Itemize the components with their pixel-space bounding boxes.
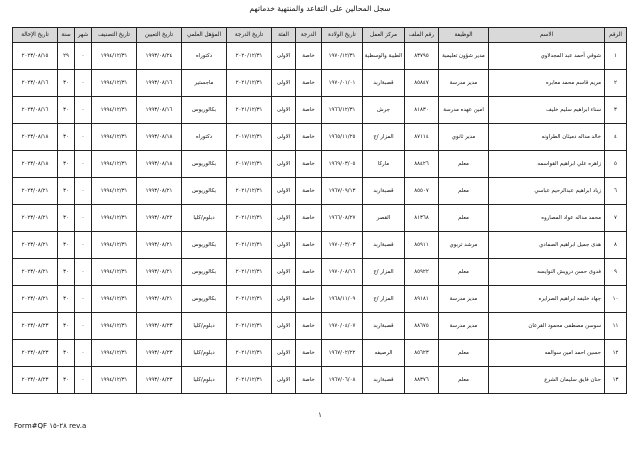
classification-date-cell: ١٩٩٤/١٢/٣١ [92,340,137,367]
qualification-cell: دبلوم/كليا [182,313,227,340]
file-number-cell: ٨١٨٣٠ [405,97,439,124]
month-cell: ٠ [75,367,92,394]
file-number-cell: ٨٥٩٢٢ [405,259,439,286]
retirement-date-cell: ٢٠٢٣/٠٨/١٨ [13,124,58,151]
row-number-cell: ١ [605,43,627,70]
row-number-cell: ١١ [605,313,627,340]
file-number-cell: ٨٩١٨١ [405,286,439,313]
file-number-cell: ٨٨٦٧٥ [405,313,439,340]
file-number-cell: ٨٥٦٢٣ [405,340,439,367]
grade-date-cell: ٢٠١٧/١٢/٣١ [227,124,272,151]
year-cell: ٣٠ [58,367,75,394]
birth-date-cell: ١٩٧٠/١٢/٣١ [322,43,363,70]
col-header-month: شهر [75,28,92,43]
grade-date-cell: ٢٠٢١/١٢/٣١ [227,286,272,313]
grade-cell: خاصة [296,124,322,151]
month-cell: ٠ [75,232,92,259]
classification-date-cell: ١٩٩٤/١٢/٣١ [92,151,137,178]
qualification-cell: دبلوم/كليا [182,340,227,367]
grade-cell: خاصة [296,205,322,232]
work-center-cell: قصبةاربد [363,367,405,394]
col-header-qualification: المؤهل العلمي [182,28,227,43]
name-cell: هدى جميل ابراهيم الصمادي [489,232,605,259]
retirees-table [12,27,627,394]
month-cell: ٠ [75,151,92,178]
year-cell: ٣٠ [58,70,75,97]
grade-cell: خاصة [296,43,322,70]
job-cell: مدير مدرسة [439,70,489,97]
year-cell: ٣٠ [58,259,75,286]
year-cell: ٣٠ [58,205,75,232]
birth-date-cell: ١٩٦٨/١١/٠٩ [322,286,363,313]
row-number-cell: ٦ [605,178,627,205]
retirement-date-cell: ٢٠٢٣/٠٨/٢٣ [13,313,58,340]
job-cell: مدير شؤون تعليمية [439,43,489,70]
birth-date-cell: ١٩٧٠/٠٤/٠٧ [322,313,363,340]
category-cell: الاولى [272,232,296,259]
name-cell: شوقي أحمد عبد المجدلاوي [489,43,605,70]
col-header-hire-date: تاريخ التعيين [137,28,182,43]
qualification-cell: بكالوريوس [182,232,227,259]
work-center-cell: المزار /ج [363,286,405,313]
grade-cell: خاصة [296,340,322,367]
col-header-retirement-date: تاريخ الإحالة [13,28,58,43]
work-center-cell: جرش [363,97,405,124]
year-cell: ٣٠ [58,232,75,259]
category-cell: الاولى [272,97,296,124]
category-cell: الاولى [272,259,296,286]
hire-date-cell: ١٩٩٣/٠٨/٢٣ [137,313,182,340]
job-cell: مدير مدرسة [439,313,489,340]
month-cell: ٠ [75,313,92,340]
name-cell: فدوى حسن درويش النوايسه [489,259,605,286]
retirement-date-cell: ٢٠٢٣/٠٨/٢١ [13,205,58,232]
file-number-cell: ٨٨٣٧٦ [405,367,439,394]
qualification-cell: بكالوريوس [182,259,227,286]
name-cell: حسين احمد امين سوالمه [489,340,605,367]
grade-date-cell: ٢٠٢١/١٢/٣١ [227,205,272,232]
job-cell: معلم [439,340,489,367]
category-cell: الاولى [272,313,296,340]
classification-date-cell: ١٩٩٤/١٢/٣١ [92,178,137,205]
year-cell: ٣٠ [58,286,75,313]
classification-date-cell: ١٩٩٤/١٢/٣١ [92,70,137,97]
grade-cell: خاصة [296,70,322,97]
grade-cell: خاصة [296,313,322,340]
work-center-cell: الرصيفه [363,340,405,367]
category-cell: الاولى [272,43,296,70]
name-cell: محمد مداله عواد المصاروه [489,205,605,232]
job-cell: معلم [439,178,489,205]
year-cell: ٣٠ [58,178,75,205]
job-cell: امين عهده مدرسة [439,97,489,124]
year-cell: ٣٠ [58,340,75,367]
hire-date-cell: ١٩٩٣/٠٨/٢١ [137,178,182,205]
job-cell: معلم [439,205,489,232]
name-cell: مريم قاسم محمد معابره [489,70,605,97]
grade-date-cell: ٢٠١٧/١٢/٣١ [227,151,272,178]
page-title: سجل المحالين على التقاعد والمنتهية خدماتهم [249,4,391,13]
col-header-birth-date: تاريخ الولادة [322,28,363,43]
table-row [13,232,627,259]
file-number-cell: ٨٨٤٢٦ [405,151,439,178]
table-row [13,205,627,232]
category-cell: الاولى [272,151,296,178]
work-center-cell: القصر [363,205,405,232]
year-cell: ٣٠ [58,97,75,124]
file-number-cell: ٨٣٧٩٥ [405,43,439,70]
birth-date-cell: ١٩٦٦/٠٨/٢٧ [322,205,363,232]
name-cell: زياد ابراهيم عبدالرحيم عباسي [489,178,605,205]
job-cell: معلم [439,367,489,394]
grade-date-cell: ٢٠٢١/١٢/٣١ [227,340,272,367]
grade-date-cell: ٢٠٢١/١٢/٣١ [227,178,272,205]
category-cell: الاولى [272,286,296,313]
col-header-grade-date: تاريخ الدرجة [227,28,272,43]
job-cell: مدير ثانوي [439,124,489,151]
name-cell: خالد مداله دميثان الطراونه [489,124,605,151]
grade-date-cell: ٢٠٢٠/١٢/٣١ [227,43,272,70]
row-number-cell: ٤ [605,124,627,151]
birth-date-cell: ١٩٦٧/٠٢/٢٢ [322,340,363,367]
table-row [13,97,627,124]
qualification-cell: بكالوريوس [182,97,227,124]
grade-date-cell: ٢٠٢١/١٢/٣١ [227,313,272,340]
work-center-cell: المزار /ج [363,259,405,286]
category-cell: الاولى [272,178,296,205]
retirement-date-cell: ٢٠٢٣/٠٨/٢١ [13,286,58,313]
row-number-cell: ٣ [605,97,627,124]
qualification-cell: دبلوم/كليا [182,205,227,232]
job-cell: مرشد تربوي [439,232,489,259]
month-cell: ٠ [75,205,92,232]
col-header-grade: الدرجة [296,28,322,43]
work-center-cell: الطيبة والوسطية [363,43,405,70]
birth-date-cell: ١٩٦٦/١٢/٣١ [322,97,363,124]
table-row [13,340,627,367]
hire-date-cell: ١٩٩٣/٠٨/٢٣ [137,340,182,367]
work-center-cell: ماركا [363,151,405,178]
birth-date-cell: ١٩٦٧/٠٩/١٣ [322,178,363,205]
row-number-cell: ٧ [605,205,627,232]
file-number-cell: ٨٥٥٠٧ [405,178,439,205]
file-number-cell: ٨٥٨٤٧ [405,70,439,97]
year-cell: ٣٠ [58,124,75,151]
name-cell: حنان فايق سليمان الشرع [489,367,605,394]
table-row [13,70,627,97]
work-center-cell: قصبةاربد [363,178,405,205]
job-cell: مدير مدرسة [439,286,489,313]
grade-date-cell: ٢٠٢١/١٢/٣١ [227,70,272,97]
hire-date-cell: ١٩٩٣/٠٨/١٦ [137,97,182,124]
row-number-cell: ١٣ [605,367,627,394]
retirement-date-cell: ٢٠٢٣/٠٨/٢١ [13,259,58,286]
birth-date-cell: ١٩٧٠/٠٨/١٦ [322,259,363,286]
table-row [13,367,627,394]
grade-cell: خاصة [296,151,322,178]
col-header-classification-date: تاريخ التصنيف [92,28,137,43]
col-header-file-number: رقم الملف [405,28,439,43]
name-cell: زاهره علي ابراهيم القواسمه [489,151,605,178]
classification-date-cell: ١٩٩٤/١٢/٣١ [92,43,137,70]
hire-date-cell: ١٩٩٣/٠٨/٢١ [137,232,182,259]
row-number-cell: ٩ [605,259,627,286]
month-cell: ٠ [75,286,92,313]
grade-cell: خاصة [296,367,322,394]
classification-date-cell: ١٩٩٤/١٢/٣١ [92,286,137,313]
table-row [13,313,627,340]
classification-date-cell: ١٩٩٤/١٢/٣١ [92,205,137,232]
work-center-cell: قصبةاربد [363,313,405,340]
month-cell: ٠ [75,43,92,70]
hire-date-cell: ١٩٩٣/٠٨/٢٣ [137,367,182,394]
row-number-cell: ١٠ [605,286,627,313]
birth-date-cell: ١٩٦٧/٠٦/٠٨ [322,367,363,394]
qualification-cell: دبلوم/كليا [182,367,227,394]
month-cell: ٠ [75,340,92,367]
hire-date-cell: ١٩٩٣/٠٨/٢٢ [137,205,182,232]
col-header-job: الوظيفة [439,28,489,43]
work-center-cell: قصبةاربد [363,70,405,97]
grade-cell: خاصة [296,259,322,286]
col-header-year: سنة [58,28,75,43]
grade-date-cell: ٢٠٢١/١٢/٣١ [227,259,272,286]
year-cell: ٣٠ [58,313,75,340]
qualification-cell: دكتوراه [182,43,227,70]
col-header-work-center: مركز العمل [363,28,405,43]
month-cell: ٠ [75,97,92,124]
table-row [13,286,627,313]
work-center-cell: المزار /ج [363,124,405,151]
birth-date-cell: ١٩٦٥/١١/٢٥ [322,124,363,151]
birth-date-cell: ١٩٧٠/٠٣/٠٣ [322,232,363,259]
month-cell: ٠ [75,259,92,286]
category-cell: الاولى [272,124,296,151]
birth-date-cell: ١٩٦٩/٠٣/٠٥ [322,151,363,178]
grade-date-cell: ٢٠٢١/١٢/٣١ [227,367,272,394]
classification-date-cell: ١٩٩٤/١٢/٣١ [92,313,137,340]
form-code: Form#QF ٢٨-١٥ rev.a [14,422,87,430]
grade-cell: خاصة [296,286,322,313]
table-row [13,259,627,286]
table-row [13,151,627,178]
name-cell: جهاد خليفه ابراهيم الصرايره [489,286,605,313]
table-row [13,178,627,205]
header-row [13,28,627,43]
retirement-date-cell: ٢٠٢٣/٠٨/٢٣ [13,340,58,367]
grade-date-cell: ٢٠٢١/١٢/٣١ [227,97,272,124]
month-cell: ٠ [75,178,92,205]
year-cell: ٢٩ [58,43,75,70]
qualification-cell: بكالوريوس [182,151,227,178]
retirement-date-cell: ٢٠٢٣/٠٨/٢١ [13,232,58,259]
hire-date-cell: ١٩٩٣/٠٨/٢١ [137,259,182,286]
col-header-name: الاسم [489,28,605,43]
category-cell: الاولى [272,367,296,394]
work-center-cell: قصبةاربد [363,232,405,259]
retirement-date-cell: ٢٠٢٣/٠٨/٢١ [13,178,58,205]
grade-date-cell: ٢٠٢١/١٢/٣١ [227,232,272,259]
qualification-cell: بكالوريوس [182,286,227,313]
hire-date-cell: ١٩٩٣/٠٨/١٨ [137,124,182,151]
table-row [13,43,627,70]
category-cell: الاولى [272,340,296,367]
month-cell: ٠ [75,124,92,151]
hire-date-cell: ١٩٩٣/٠٨/١٨ [137,151,182,178]
file-number-cell: ٨٥٩١١ [405,232,439,259]
classification-date-cell: ١٩٩٤/١٢/٣١ [92,232,137,259]
row-number-cell: ١٢ [605,340,627,367]
table-row [13,124,627,151]
col-header-category: الفئة [272,28,296,43]
retirement-date-cell: ٢٠٢٣/٠٨/١٥ [13,43,58,70]
row-number-cell: ٨ [605,232,627,259]
col-header-number: الرقم [605,28,627,43]
file-number-cell: ٨١٣٦٨ [405,205,439,232]
grade-cell: خاصة [296,232,322,259]
hire-date-cell: ١٩٩٣/٠٨/٢١ [137,286,182,313]
month-cell: ٠ [75,70,92,97]
retirement-date-cell: ٢٠٢٣/٠٨/٢٣ [13,367,58,394]
name-cell: سوسن مصطفى محمود القرعان [489,313,605,340]
name-cell: سناء ابراهيم سليم خليف [489,97,605,124]
classification-date-cell: ١٩٩٤/١٢/٣١ [92,97,137,124]
row-number-cell: ٢ [605,70,627,97]
qualification-cell: ماجستير [182,70,227,97]
category-cell: الاولى [272,205,296,232]
file-number-cell: ٨٧١١٤ [405,124,439,151]
retirement-date-cell: ٢٠٢٣/٠٨/١٨ [13,151,58,178]
classification-date-cell: ١٩٩٤/١٢/٣١ [92,124,137,151]
hire-date-cell: ١٩٩٣/٠٨/١٦ [137,70,182,97]
hire-date-cell: ١٩٩٣/٠٨/٢٤ [137,43,182,70]
retirement-date-cell: ٢٠٢٣/٠٨/١٦ [13,97,58,124]
row-number-cell: ٥ [605,151,627,178]
category-cell: الاولى [272,70,296,97]
job-cell: معلم [439,259,489,286]
classification-date-cell: ١٩٩٤/١٢/٣١ [92,259,137,286]
qualification-cell: دكتوراه [182,124,227,151]
birth-date-cell: ١٩٧٠/٠١/٠١ [322,70,363,97]
year-cell: ٣٠ [58,151,75,178]
page-number: ١ [318,411,322,419]
classification-date-cell: ١٩٩٤/١٢/٣١ [92,367,137,394]
qualification-cell: بكالوريوس [182,178,227,205]
grade-cell: خاصة [296,178,322,205]
grade-cell: خاصة [296,97,322,124]
job-cell: معلم [439,151,489,178]
retirement-date-cell: ٢٠٢٣/٠٨/١٦ [13,70,58,97]
